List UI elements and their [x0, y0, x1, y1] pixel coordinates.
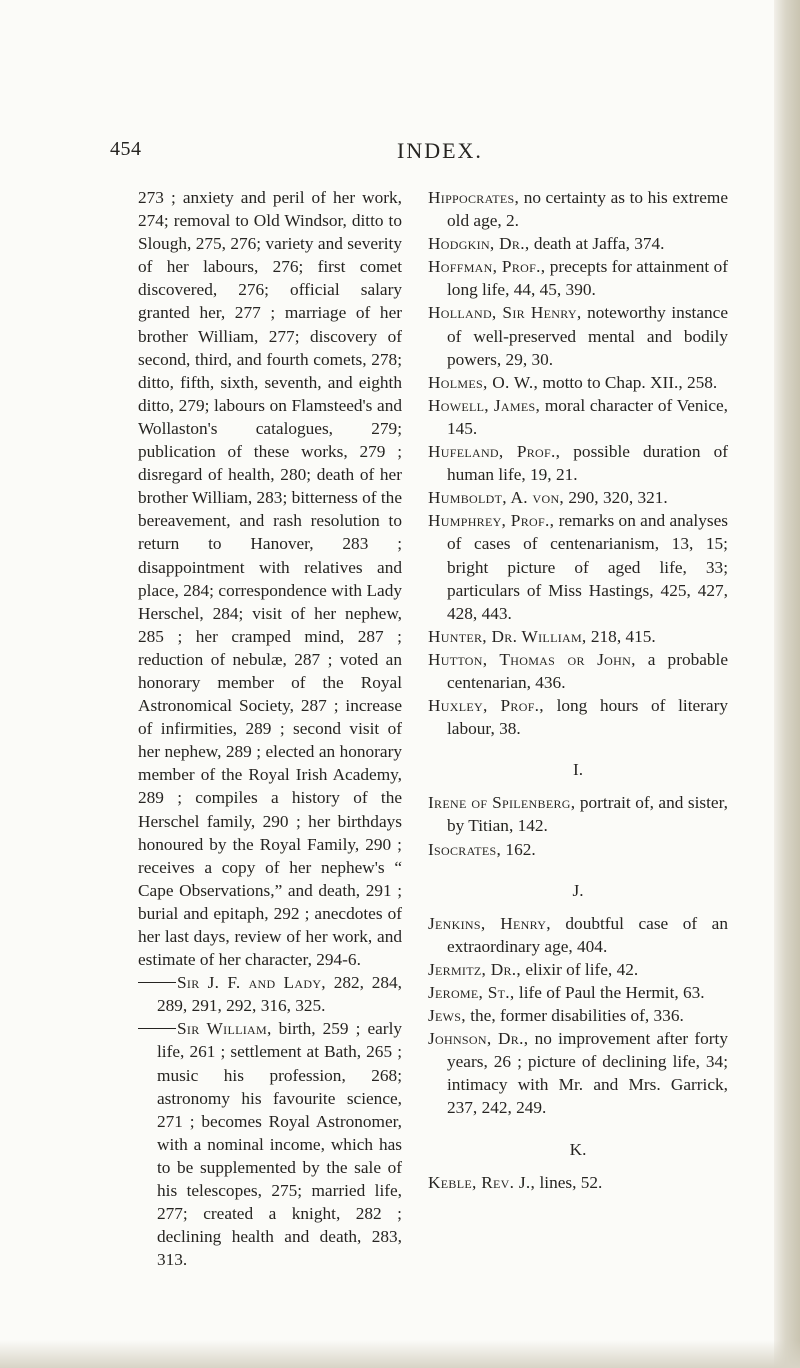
entry-text: 273 ; anxiety and peril of her work, 274; removal to Old Windsor, ditto to Slough, 275, 276; variety and severity of her labours, 276; first comet discovered, 276; official salary granted her, 277 ; marriage of her brother William, 277; discovery of second, third, and fourth comets, 278; ditto, fifth, sixth, seventh, and eighth ditto, 279; labours on Flamsteed's and Wollaston's catalogues, 279; publication of these works, 279 ; disregard of health, 280; death of her brother William, 283; bitterness of the bereavement, and rash resolution to return to Hanover, 283 ; disappointment with relatives and place, 284; correspondence with Lady Herschel, 284; visit of her nephew, 285 ; her cramped mind, 287 ; reduction of nebulæ, 287 ; voted an honorary member of the Royal Astronomical Society, 287 ; increase of infirmities, 289 ; second visit of her nephew, 289 ; elected an honorary member of the Royal Irish Academy, 289 ; compiles a history of the Herschel family, 290 ; her birthdays honoured by the Royal Family, 290 ; receives a copy of her nephew's “ Cape Observations,” and death, 291 ; burial and epitaph, 292 ; anecdotes of her last days, review of her work, and estimate of her character, 294-6.	[138, 188, 402, 970]
ditto-dash	[138, 982, 176, 983]
entry-heading: Hippocrates,	[428, 188, 520, 207]
entry-heading: Hunter, Dr. William,	[428, 626, 587, 646]
entry-text: noteworthy instance of well-preserved mental and bodily powers, 29, 30.	[447, 303, 728, 369]
section-letter-i: I.	[572, 760, 584, 780]
entry-heading: Holmes, O. W.,	[428, 372, 539, 392]
entry-heading: Johnson, Dr.,	[428, 1029, 529, 1049]
index-subentry	[138, 971, 402, 1017]
entry-text: a probable centenarian, 436.	[447, 649, 729, 692]
entry-text: the, former disabilities of, 336.	[470, 1006, 684, 1026]
right-column	[428, 186, 728, 1194]
section-j	[428, 912, 728, 1120]
index-entry	[428, 838, 728, 861]
index-entry	[428, 232, 728, 255]
index-entry	[428, 371, 728, 394]
entry-heading: Irene of Spilenberg,	[428, 793, 576, 813]
page-number: 454	[110, 138, 142, 160]
entry-heading: Hodgkin, Dr.,	[428, 234, 530, 254]
entry-heading: Holland, Sir Henry,	[428, 303, 582, 323]
index-entry	[428, 648, 728, 694]
index-subentry	[138, 1017, 402, 1271]
entry-text: no improvement after forty years, 26 ; picture of declining life, 34; intimacy with Mr. and Mrs. Garrick, 237, 242, 249.	[447, 1029, 728, 1118]
index-entry	[428, 301, 728, 370]
entry-heading: Jermitz, Dr.,	[428, 959, 522, 979]
entry-text: elixir of life, 42.	[525, 959, 639, 979]
index-entry	[428, 509, 728, 624]
entry-text: death at Jaffa, 374.	[533, 234, 665, 254]
index-entry	[428, 186, 728, 232]
index-entry	[428, 486, 728, 509]
entry-text: motto to Chap. XII., 258.	[542, 372, 718, 392]
index-entry	[428, 958, 728, 981]
entry-heading: Isocrates,	[428, 839, 502, 859]
entry-text: birth, 259 ; early life, 261 ; settlement at Bath, 265 ; music his profession, 268; astronomy his favourite science, 271 ; becomes Royal Astronomer, with a nominal income, which has to be supplemented by the sale of his telescopes, 275; married life, 277; created a knight, 282 ; declining health and death, 283, 313.	[157, 1019, 403, 1270]
left-column	[138, 186, 402, 1271]
section-i	[428, 791, 728, 860]
entry-text: 162.	[505, 839, 536, 859]
entry-text: lines, 52.	[539, 1172, 603, 1192]
entry-heading: Sir J. F. and Lady,	[177, 973, 326, 993]
entry-text: doubtful case of an extraordinary age, 404.	[447, 913, 728, 956]
index-entry	[428, 1171, 728, 1194]
entry-heading: Huxley, Prof.,	[428, 696, 544, 716]
section-letter-j: J.	[572, 880, 584, 900]
entry-text: long hours of literary labour, 38.	[447, 696, 728, 739]
entry-heading: Jenkins, Henry,	[428, 913, 551, 933]
index-entry	[428, 440, 728, 486]
entry-text: moral character of Venice, 145.	[447, 395, 728, 438]
entry-heading: Hutton, Thomas or John,	[428, 649, 636, 669]
entry-heading: Hufeland, Prof.,	[428, 442, 561, 462]
entry-text: portrait of, and sister, by Titian, 142.	[447, 793, 728, 836]
entry-heading: Sir William,	[177, 1019, 272, 1039]
entry-text: remarks on and analyses of cases of centenarianism, 13, 15; bright picture of aged life, 33; particulars of Miss Hastings, 425, 427, 428, 443.	[447, 511, 728, 623]
entry-heading: Howell, James,	[428, 395, 541, 415]
page-bottom-shadow	[0, 1340, 800, 1368]
entry-heading: Humboldt, A. von,	[428, 488, 565, 508]
entry-text: possible duration of human life, 19, 21.	[447, 442, 728, 485]
entry-heading: Hoffman, Prof.,	[428, 257, 546, 277]
index-entry	[428, 981, 728, 1004]
entry-text: life of Paul the Hermit, 63.	[518, 983, 705, 1002]
index-entry	[428, 912, 728, 958]
section-h	[428, 186, 728, 740]
running-head	[110, 138, 770, 168]
ditto-dash	[138, 1028, 176, 1029]
entry-text: 282, 284, 289, 291, 292, 316, 325.	[157, 973, 402, 1016]
entry-text: precepts for attainment of long life, 44, 45, 390.	[447, 257, 728, 300]
entry-text: 218, 415.	[590, 626, 656, 646]
entry-text: 290, 320, 321.	[568, 488, 668, 508]
index-entry-continued	[138, 186, 402, 971]
entry-heading: Humphrey, Prof.,	[428, 511, 555, 531]
index-entry	[428, 255, 728, 301]
index-entry	[428, 1004, 728, 1027]
entry-heading: Jews,	[428, 1006, 466, 1026]
entry-heading: Keble, Rev. J.,	[428, 1172, 536, 1192]
entry-text: no certainty as to his extreme old age, 2.	[447, 188, 728, 231]
page-edge-shadow	[774, 0, 800, 1368]
entry-heading: Jerome, St.,	[428, 983, 515, 1002]
index-entry	[428, 394, 728, 440]
index-entry	[428, 694, 728, 740]
index-entry	[428, 625, 728, 648]
section-k	[428, 1171, 728, 1194]
index-entry	[428, 791, 728, 837]
page-title: INDEX.	[397, 138, 483, 163]
index-entry	[428, 1027, 728, 1119]
section-letter-k: K.	[569, 1139, 587, 1159]
